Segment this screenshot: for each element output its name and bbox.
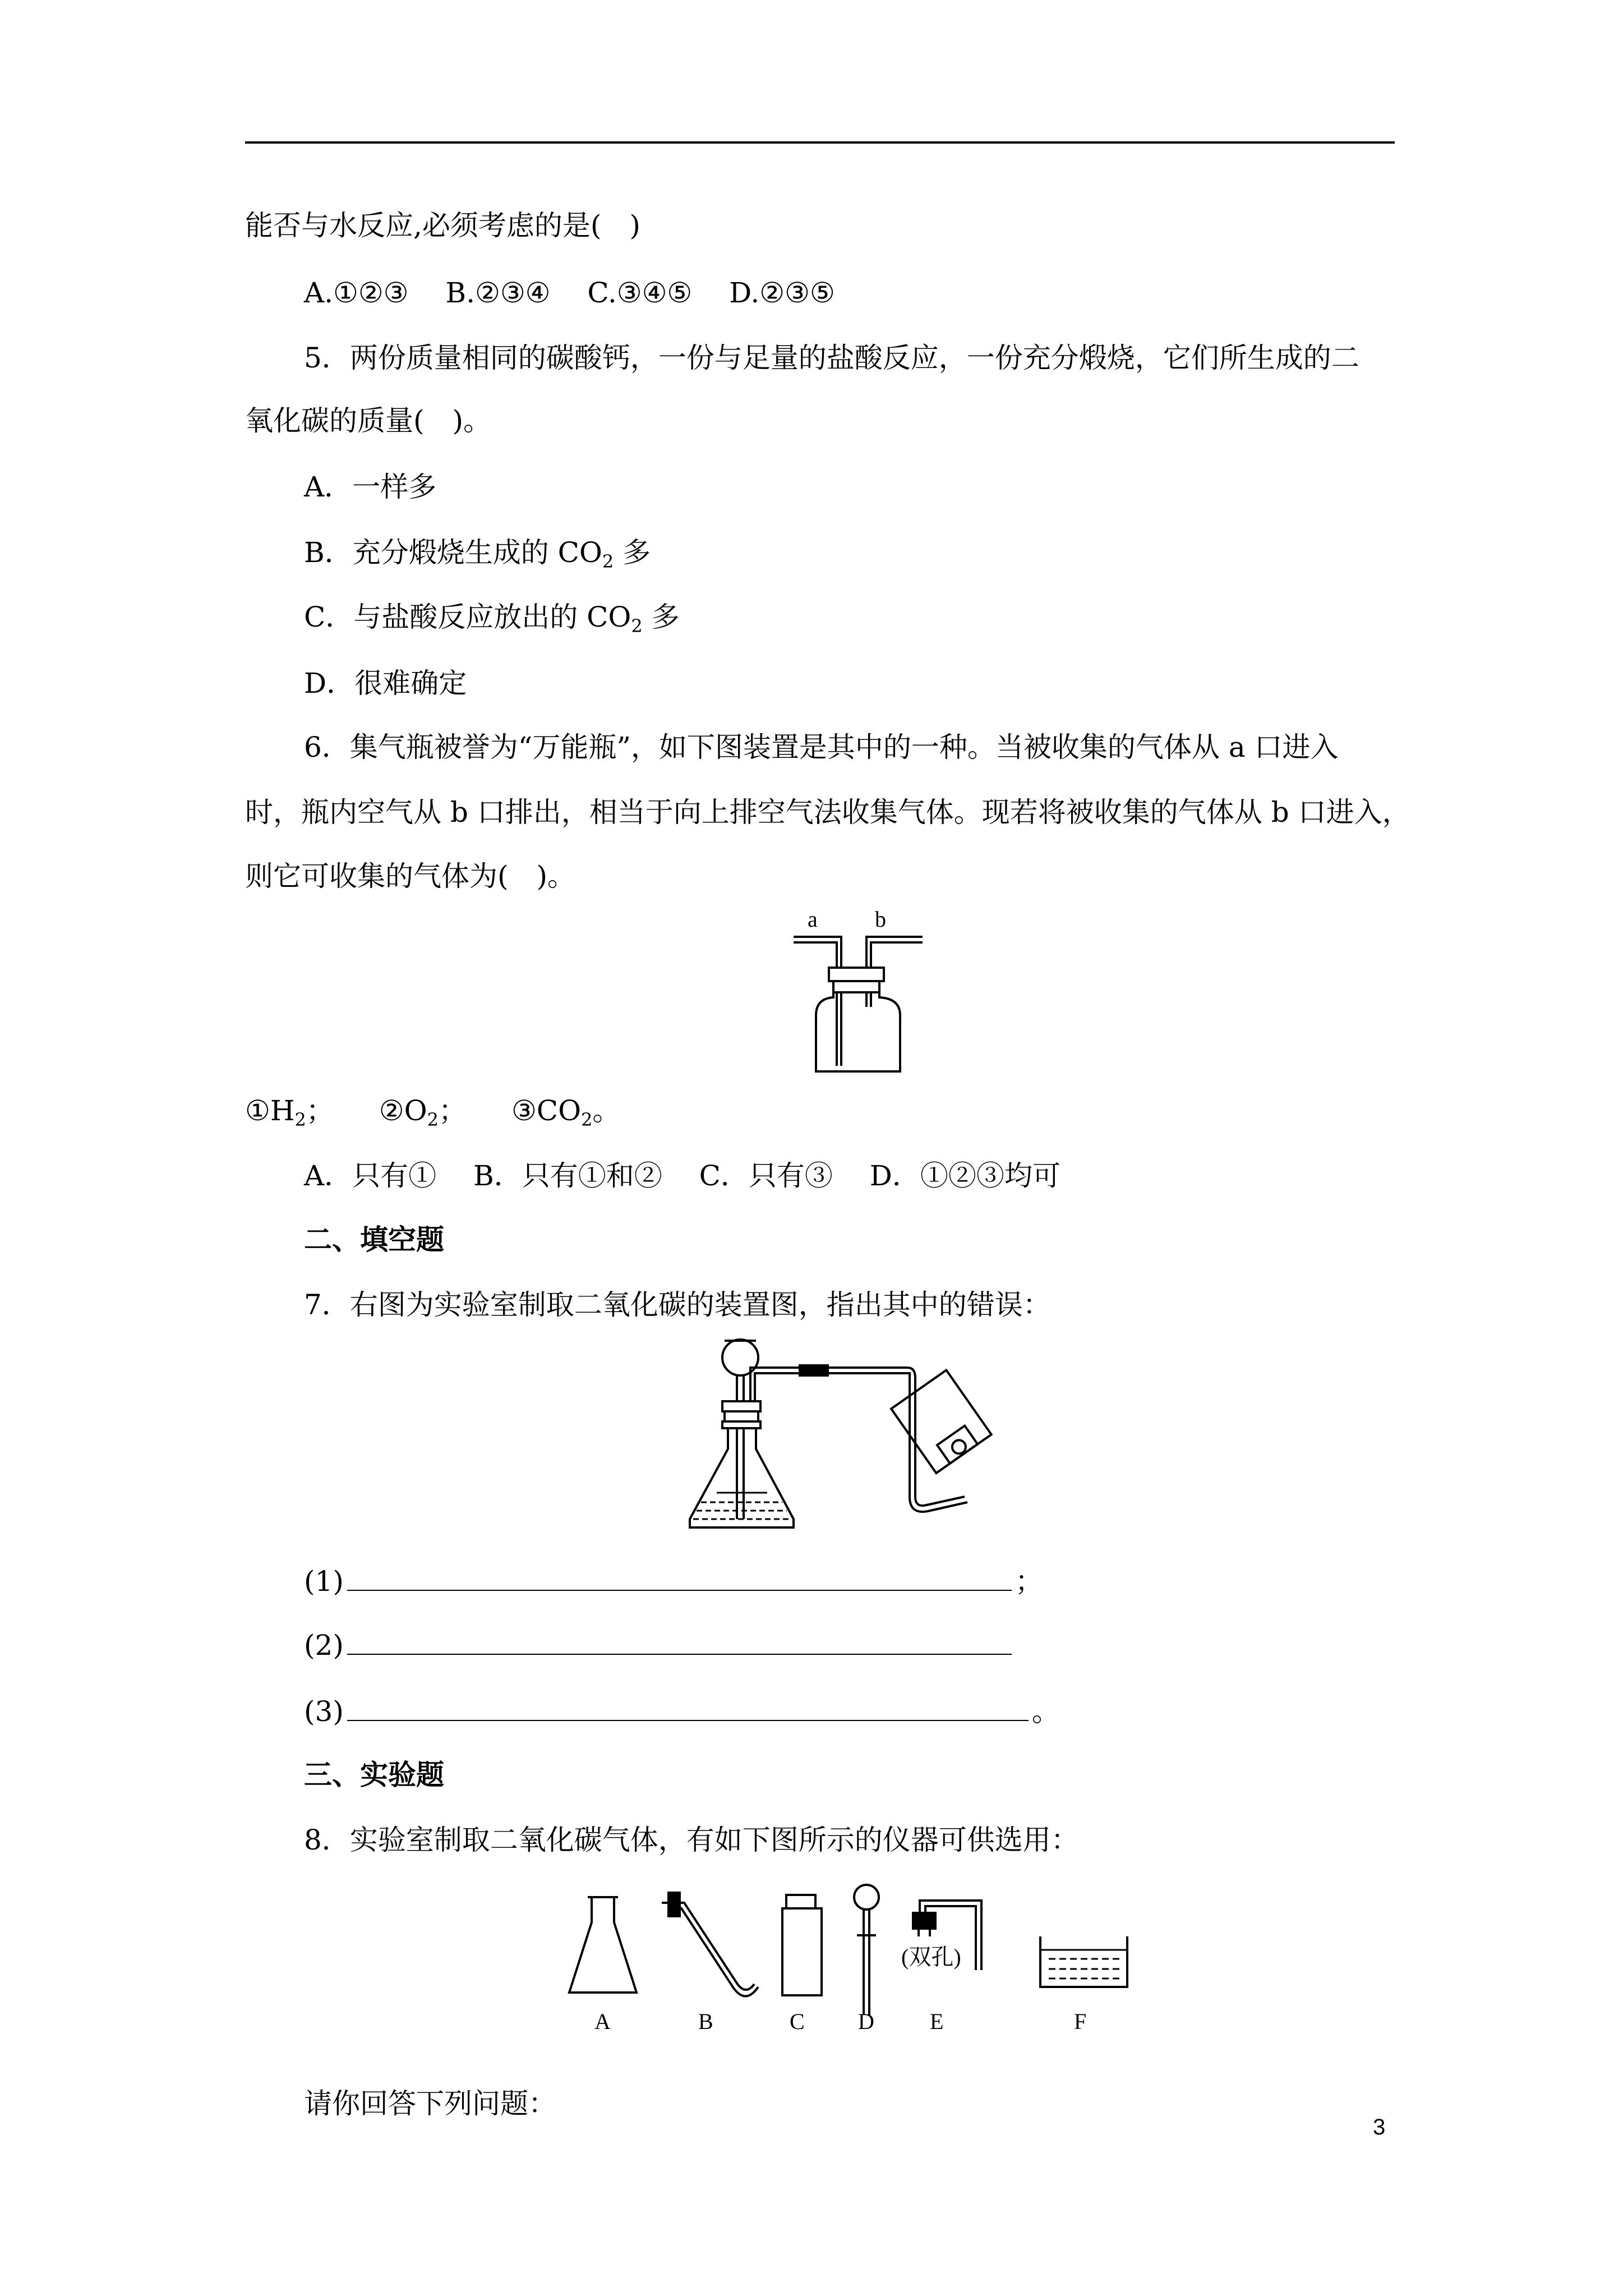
q6-options: A．只有① B．只有①和② C．只有③ D．①②③均可 <box>304 1159 1061 1192</box>
gas-collection-bottle-figure <box>785 903 931 1083</box>
q6-gas-list <box>245 1094 620 1128</box>
port-b-label: b <box>875 907 886 932</box>
blank-1-line[interactable] <box>347 1564 1012 1591</box>
q5-option-c-suffix: 多 <box>642 601 680 633</box>
blank-2-line[interactable] <box>347 1628 1012 1655</box>
q5-option-b <box>304 536 651 572</box>
q5-option-b-suffix: 多 <box>614 536 651 569</box>
blank-3-line[interactable] <box>347 1694 1029 1721</box>
q8-followup: 请你回答下列问题： <box>304 2087 556 2120</box>
gas-1-subscript: 2 <box>294 1109 306 1130</box>
section-2-title: 二、填空题 <box>304 1223 444 1256</box>
port-a-label: a <box>808 907 818 932</box>
q5-option-b-text: B．充分煅烧生成的 CO <box>304 536 602 569</box>
gas-2-subscript: 2 <box>427 1109 439 1130</box>
gas-2: ②O <box>379 1094 427 1127</box>
section-3-title: 三、实验题 <box>304 1759 444 1791</box>
q6-stem-line2: 时，瓶内空气从 b 口排出，相当于向上排空气法收集气体。现若将被收集的气体从 b 口进入， <box>245 796 1410 829</box>
gas-3-subscript: 2 <box>581 1109 593 1130</box>
q5-option-b-subscript: 2 <box>602 551 614 572</box>
q7-blank-2 <box>304 1628 1015 1662</box>
page-number: 3 <box>1373 2115 1386 2139</box>
q5-option-c-subscript: 2 <box>631 615 643 637</box>
label-b: B <box>698 2009 713 2032</box>
gas-3-separator: 。 <box>592 1094 621 1127</box>
co2-apparatus-diagram <box>684 1334 1009 1547</box>
gas-2-separator: ； <box>438 1094 467 1127</box>
q7-stem: 7．右图为实验室制取二氧化碳的装置图，指出其中的错误： <box>304 1289 1051 1321</box>
label-d: D <box>858 2009 874 2032</box>
q5-option-c-text: C．与盐酸反应放出的 CO <box>304 601 631 633</box>
q6-stem-line3: 则它可收集的气体为( )。 <box>245 860 576 892</box>
q4-stem-end: 能否与水反应,必须考虑的是( ) <box>245 209 640 242</box>
label-c: C <box>790 2009 805 2032</box>
q5-stem-line2: 氧化碳的质量( )。 <box>245 404 492 437</box>
header-rule <box>245 141 1395 144</box>
gas-1-separator: ； <box>306 1094 334 1127</box>
gas-bottle-diagram <box>785 903 931 1083</box>
co2-apparatus-figure <box>684 1334 1009 1547</box>
q5-option-a: A．一样多 <box>304 471 437 503</box>
label-e: E <box>930 2009 944 2032</box>
q6-stem-line1: 6．集气瓶被誉为“万能瓶”，如下图装置是其中的一种。当被收集的气体从 a 口进入 <box>304 731 1339 763</box>
label-f: F <box>1074 2009 1087 2032</box>
q5-option-c <box>304 600 680 637</box>
q4-options: A.①②③ B.②③④ C.③④⑤ D.②③⑤ <box>304 277 835 309</box>
q5-option-d: D．很难确定 <box>304 667 467 700</box>
blank-1-label: (1) <box>304 1565 344 1598</box>
label-a: A <box>594 2009 611 2032</box>
gas-1: ①H <box>245 1094 295 1127</box>
q7-blank-3 <box>304 1694 1060 1728</box>
q7-blank-1 <box>304 1564 1043 1598</box>
blank-2-label: (2) <box>304 1629 344 1662</box>
instruments-figure <box>566 1880 1138 2032</box>
q5-stem-line1: 5．两份质量相同的碳酸钙，一份与足量的盐酸反应，一份充分煅烧，它们所生成的二 <box>304 342 1359 374</box>
e-two-hole-note: (双孔) <box>901 1944 961 1970</box>
blank-1-end: ； <box>1015 1565 1043 1598</box>
blank-3-label: (3) <box>304 1695 344 1728</box>
gas-3: ③CO <box>511 1094 582 1127</box>
instruments-diagram <box>566 1880 1138 2032</box>
q8-stem: 8．实验室制取二氧化碳气体，有如下图所示的仪器可供选用： <box>304 1824 1079 1856</box>
blank-3-end: 。 <box>1031 1695 1060 1728</box>
